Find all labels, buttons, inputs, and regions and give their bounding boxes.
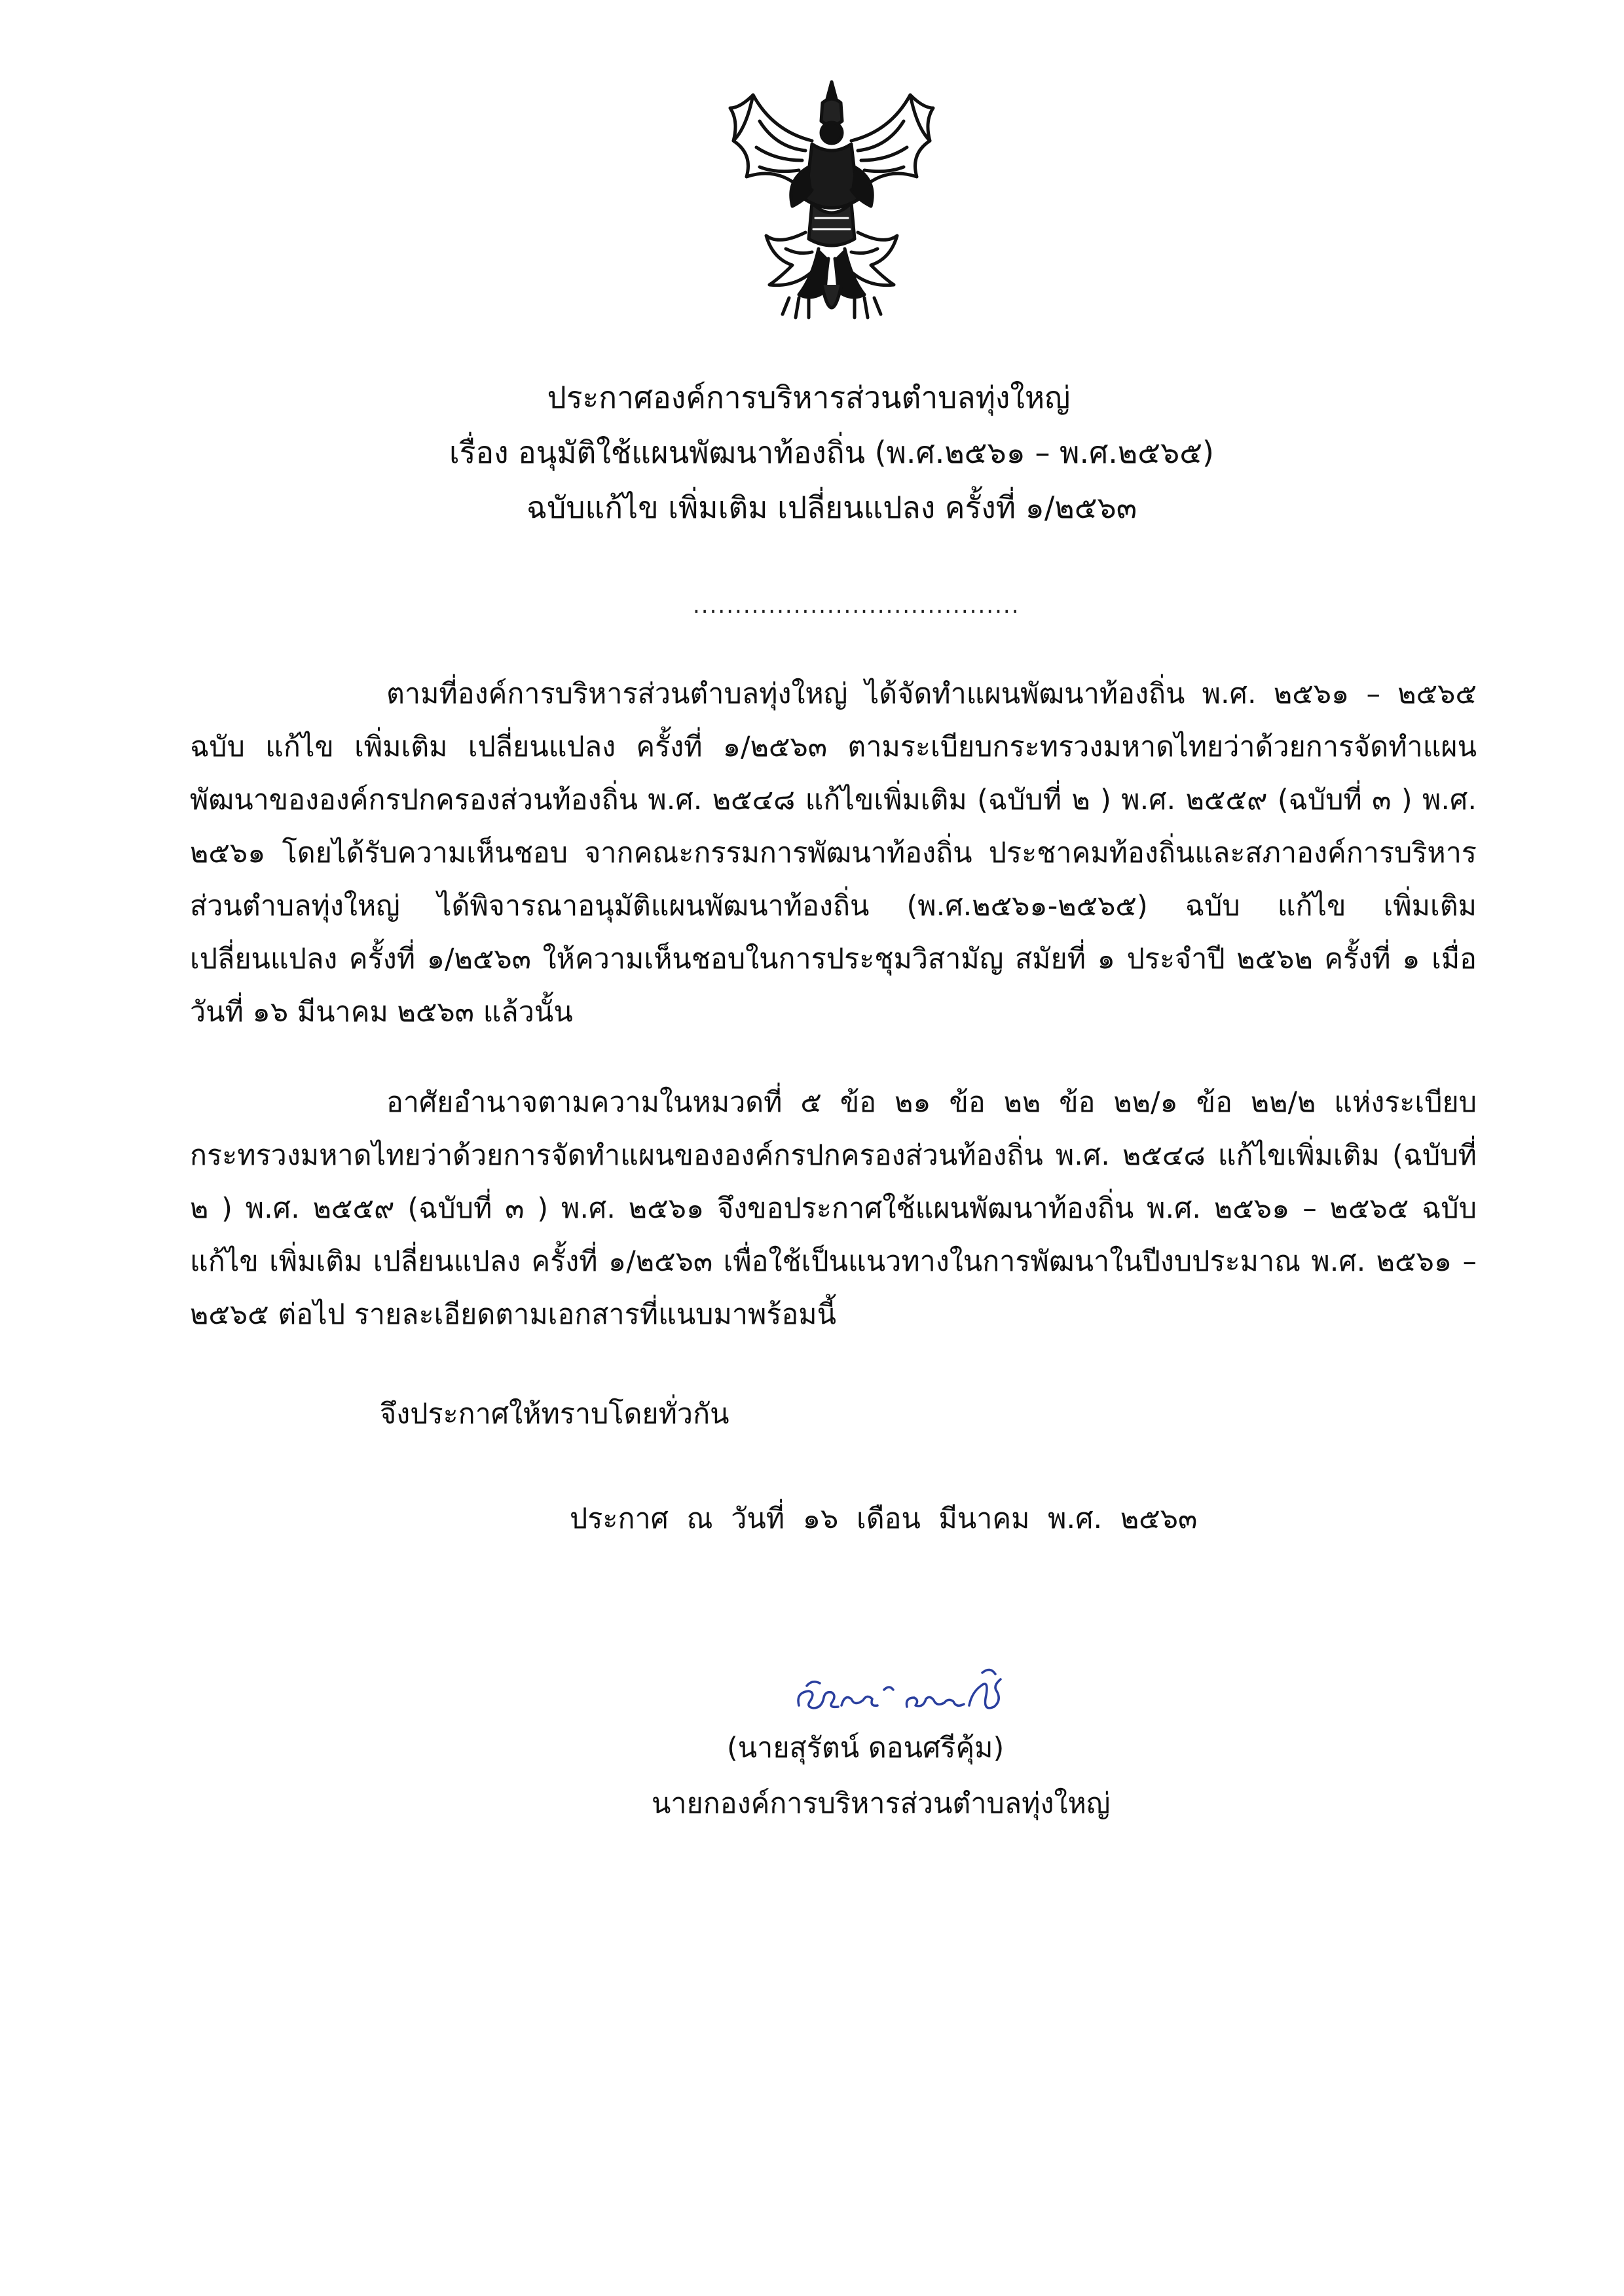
- dotted-divider: .......................................: [693, 592, 1020, 619]
- signer-title: นายกองค์การบริหารส่วนตำบลทุ่งใหญ่: [652, 1787, 1111, 1820]
- title-line-organization: ประกาศองค์การบริหารส่วนตำบลทุ่งใหญ่: [547, 380, 1071, 415]
- body-paragraph-2: [190, 1076, 1477, 1341]
- announcement-title: [0, 370, 1624, 535]
- announcement-body: [190, 668, 1477, 1379]
- body-paragraph-1: [190, 668, 1477, 1039]
- title-line-subject: เรื่อง อนุมัติใช้แผนพัฒนาท้องถิ่น (พ.ศ.๒๕๖๑ – พ.ศ.๒๕๖๕): [449, 435, 1214, 470]
- garuda-emblem-icon: [714, 69, 950, 344]
- closing-statement: จึงประกาศให้ทราบโดยทั่วกัน: [380, 1398, 729, 1430]
- paragraph-2-text: อาศัยอำนาจตามความในหมวดที่ ๕ ข้อ ๒๑ ข้อ ๒๒ ข้อ ๒๒/๑ ข้อ ๒๒/๒ แห่งระเบียบกระทรวงมหาดไทยว่าด้วยการจัดทำแผนขององค์กรปกครองส่วนท้องถิ่น พ.ศ. ๒๕๔๘ แก้ไขเพิ่มเติม (ฉบับที่ ๒ ) พ.ศ. ๒๕๕๙ (ฉบับที่ ๓ ) พ.ศ. ๒๕๖๑ จึงขอประกาศใช้แผนพัฒนาท้องถิ่น พ.ศ. ๒๕๖๑ – ๒๕๖๕ ฉบับ แก้ไข เพิ่มเติม เปลี่ยนแปลง ครั้งที่ ๑/๒๕๖๓ เพื่อใช้เป็นแนวทางในการพัฒนาในปีงบประมาณ พ.ศ. ๒๕๖๑ – ๒๕๖๕ ต่อไป รายละเอียดตามเอกสารที่แนบมาพร้อมนี้: [190, 1086, 1477, 1331]
- title-line-revision: ฉบับแก้ไข เพิ่มเติม เปลี่ยนแปลง ครั้งที่ ๑/๒๕๖๓: [526, 490, 1137, 525]
- paragraph-1-text: ตามที่องค์การบริหารส่วนตำบลทุ่งใหญ่ ได้จัดทำแผนพัฒนาท้องถิ่น พ.ศ. ๒๕๖๑ – ๒๕๖๕ ฉบับ แก้ไข เพิ่มเติม เปลี่ยนแปลง ครั้งที่ ๑/๒๕๖๓ ตามระเบียบกระทรวงมหาดไทยว่าด้วยการจัดทำแผนพัฒนาขององค์กรปกครองส่วนท้องถิ่น พ.ศ. ๒๕๔๘ แก้ไขเพิ่มเติม (ฉบับที่ ๒ ) พ.ศ. ๒๕๕๙ (ฉบับที่ ๓ ) พ.ศ. ๒๕๖๑ โดยได้รับความเห็นชอบ จากคณะกรรมการพัฒนาท้องถิ่น ประชาคมท้องถิ่นและสภาองค์การบริหารส่วนตำบลทุ่งใหญ่ ได้พิจารณาอนุมัติแผนพัฒนาท้องถิ่น (พ.ศ.๒๕๖๑-๒๕๖๕) ฉบับ แก้ไข เพิ่มเติม เปลี่ยนแปลง ครั้งที่ ๑/๒๕๖๓ ให้ความเห็นชอบในการประชุมวิสามัญ สมัยที่ ๑ ประจำปี ๒๕๖๒ ครั้งที่ ๑ เมื่อวันที่ ๑๖ มีนาคม ๒๕๖๓ แล้วนั้น: [190, 678, 1477, 1029]
- signer-name: (นายสุรัตน์ ดอนศรีคุ้ม): [727, 1732, 1005, 1764]
- handwritten-signature-icon: [786, 1660, 1022, 1732]
- announcement-date: ประกาศ ณ วันที่ ๑๖ เดือน มีนาคม พ.ศ. ๒๕๖๓: [570, 1503, 1198, 1535]
